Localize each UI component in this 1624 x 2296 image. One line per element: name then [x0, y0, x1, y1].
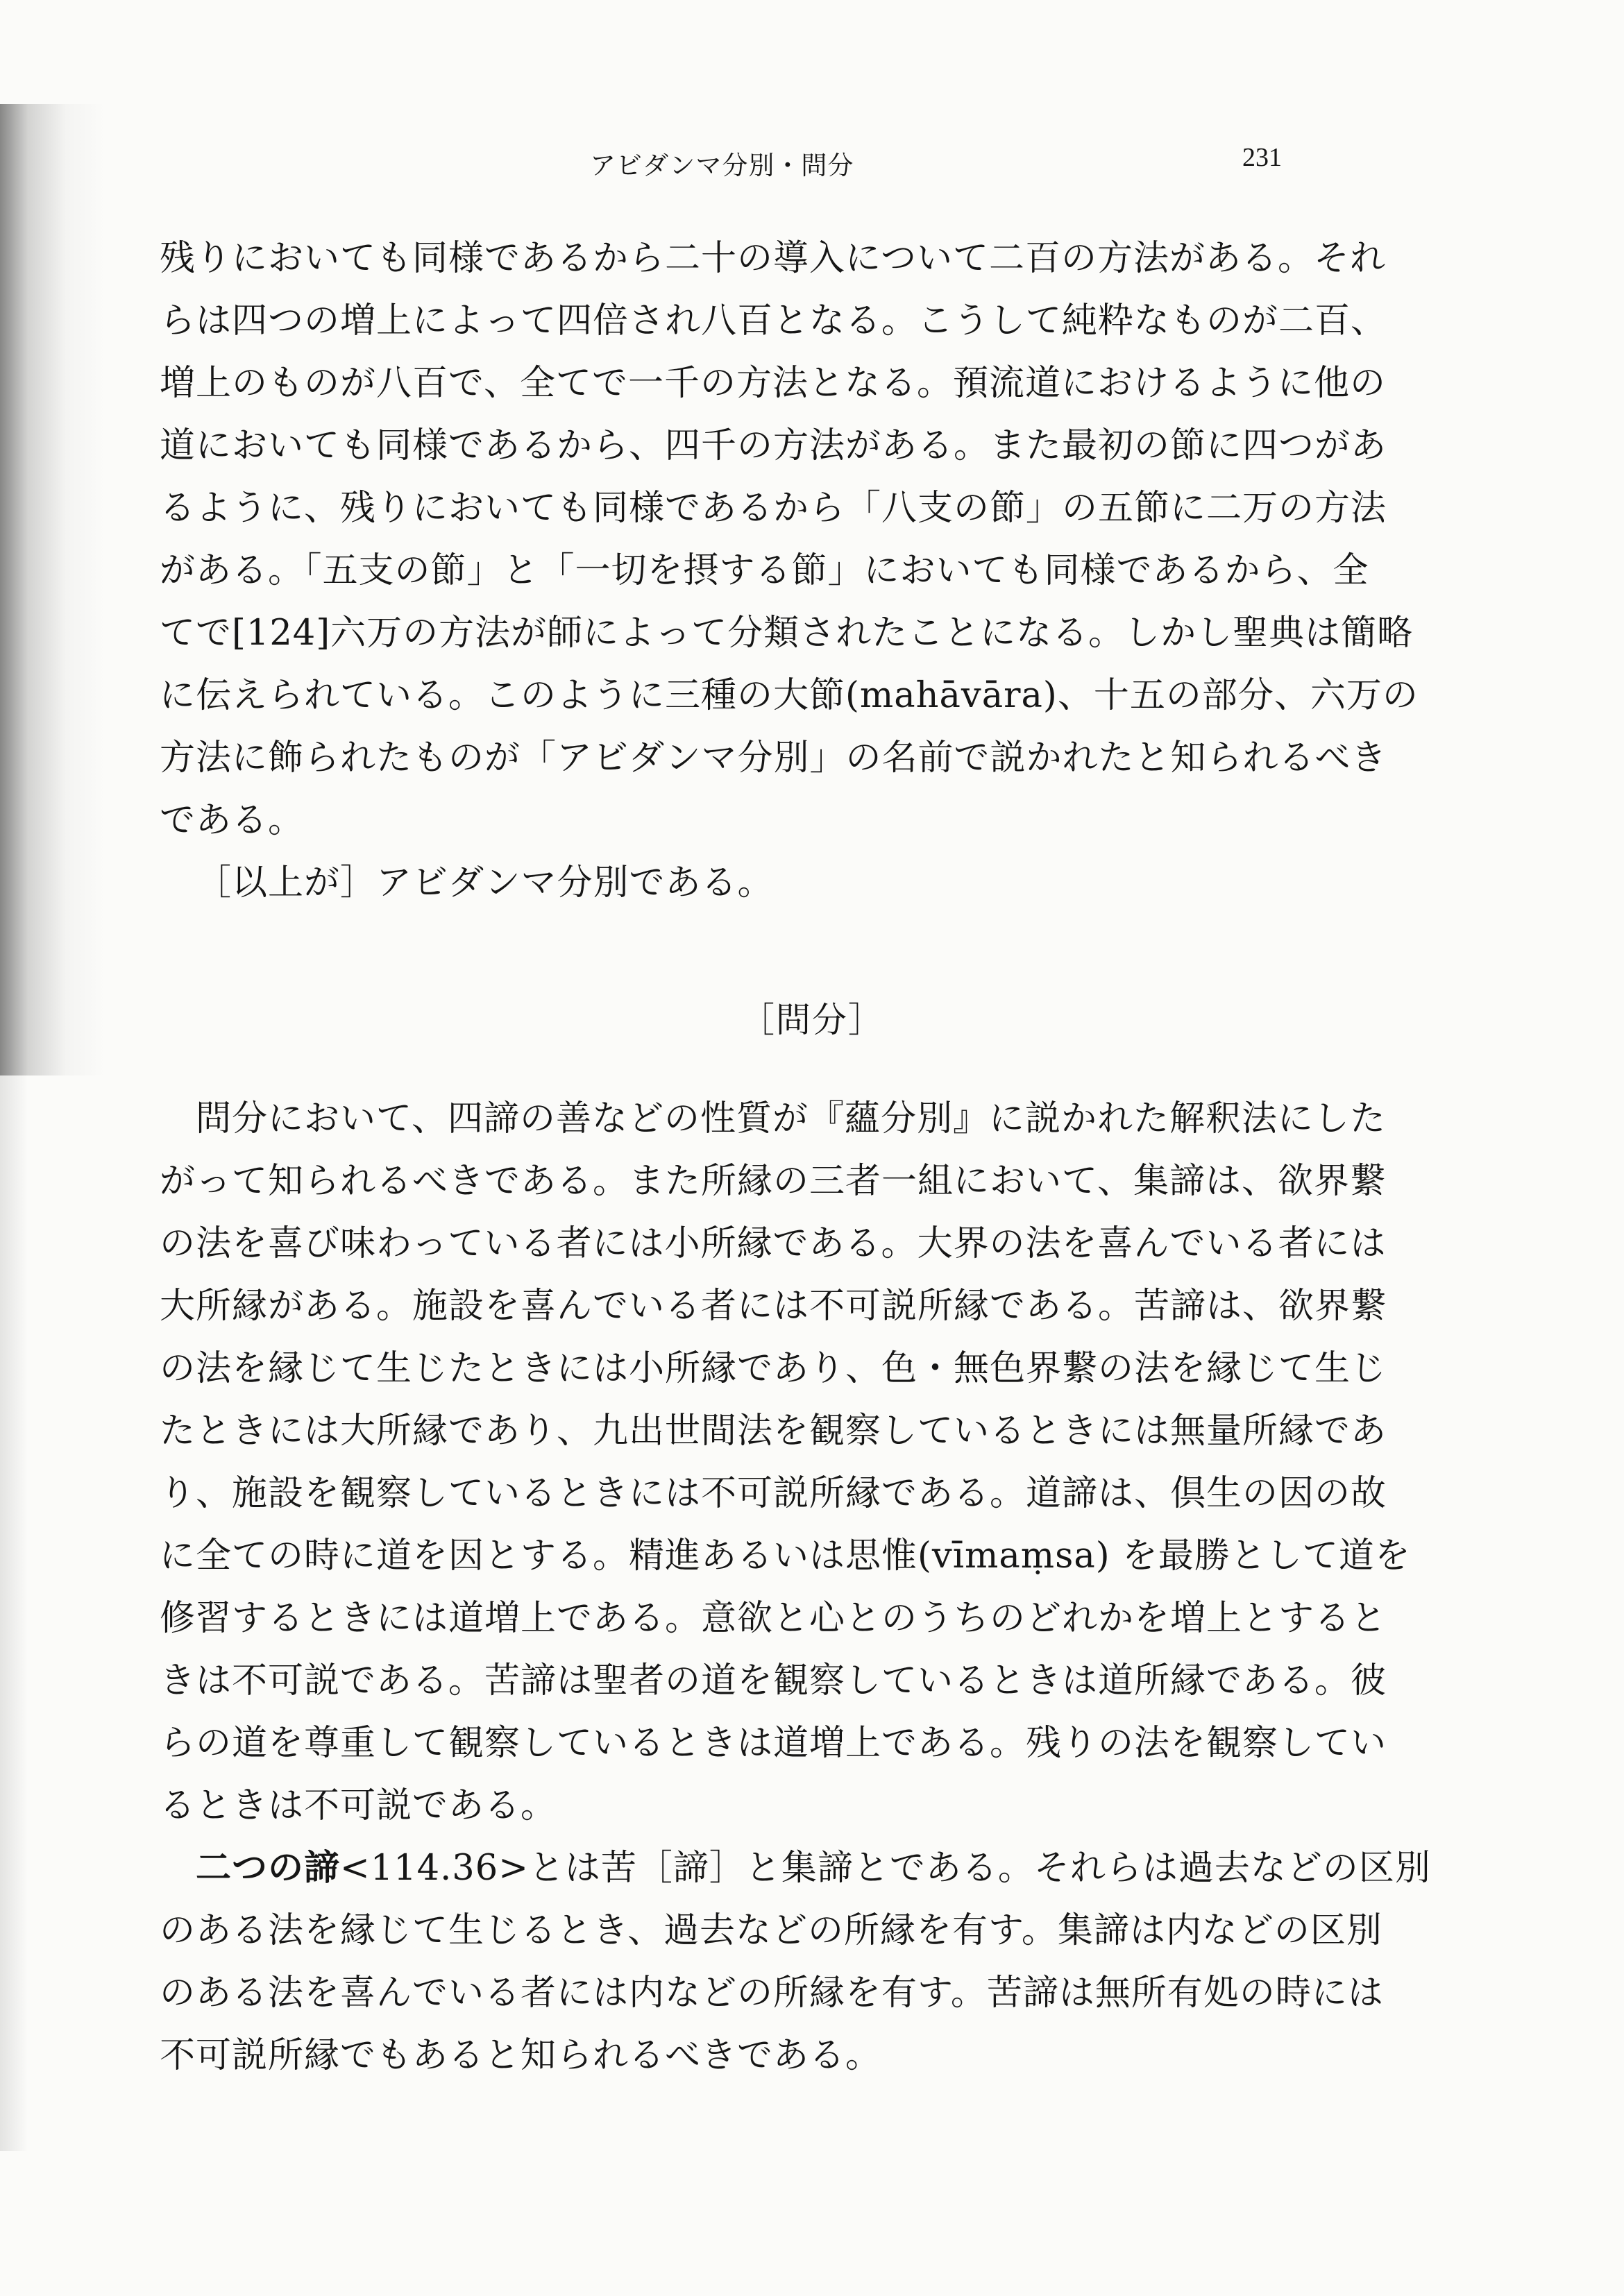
text-line: 方法に飾られたものが「アビダンマ分別」の名前で説かれたと知られるべき — [160, 738, 1387, 779]
text-line: たときには大所縁であり、九出世間法を観察しているときには無量所縁であ — [160, 1411, 1387, 1452]
text-line: きは不可説である。苦諦は聖者の道を観察しているときは道所縁である。彼 — [160, 1660, 1387, 1701]
scan-edge-shadow — [0, 104, 104, 1075]
text-line: に全ての時に道を因とする。精進あるいは思惟(vīmaṃsa) を最勝として道を — [160, 1536, 1411, 1576]
text-line: り、施設を観察しているときには不可説所縁である。道諦は、倶生の因の故 — [160, 1473, 1387, 1514]
text-line: に伝えられている。このように三種の大節(mahāvāra)、十五の部分、六万の — [160, 675, 1419, 716]
text-line: である。 — [160, 800, 305, 841]
bold-term: 二つの諦 — [196, 1848, 341, 1889]
text-line: 大所縁がある。施設を喜んでいる者には不可説所縁である。苦諦は、欲界繋 — [160, 1286, 1387, 1327]
text-line: るときは不可説である。 — [160, 1785, 557, 1826]
text-line: がある。「五支の節」と「一切を摂する節」においても同様であるから、全 — [160, 550, 1369, 591]
text-line: のある法を縁じて生じるとき、過去などの所縁を有す。集諦は内などの区別 — [160, 1910, 1382, 1951]
term-continuation: <114.36>とは苦［諦］と集諦とである。それらは過去などの区別 — [340, 1848, 1431, 1889]
text-line: 増上のものが八百で、全てで一千の方法となる。預流道におけるように他の — [160, 363, 1386, 404]
text-line: 問分において、四諦の善などの性質が『蘊分別』に説かれた解釈法にした — [196, 1098, 1386, 1139]
page-number: 231 — [1242, 143, 1282, 172]
text-line: 不可説所縁でもあると知られるべきである。 — [160, 2035, 882, 2076]
scan-edge-shadow-lower — [0, 1075, 28, 2151]
text-line: の法を縁じて生じたときには小所縁であり、色・無色界繋の法を縁じて生じ — [160, 1348, 1387, 1389]
text-line: 道においても同様であるから、四千の方法がある。また最初の節に四つがあ — [160, 425, 1387, 466]
text-line-closing: ［以上が］アビダンマ分別である。 — [196, 862, 774, 903]
text-line: のある法を喜んでいる者には内などの所縁を有す。苦諦は無所有処の時には — [160, 1973, 1384, 2014]
text-line: の法を喜び味わっている者には小所縁である。大界の法を喜んでいる者には — [160, 1223, 1387, 1264]
text-line: らの道を尊重して観察しているときは道増上である。残りの法を観察してい — [160, 1723, 1387, 1764]
text-line: るように、残りにおいても同様であるから「八支の節」の五節に二万の方法 — [160, 488, 1387, 529]
section-heading: ［問分］ — [740, 1000, 884, 1040]
running-header: アビダンマ分別・問分 — [590, 151, 854, 180]
text-line: てで[124]六万の方法が師によって分類されたことになる。しかし聖典は簡略 — [160, 613, 1414, 654]
text-line: らは四つの増上によって四倍され八百となる。こうして純粋なものが二百、 — [160, 300, 1387, 341]
text-line-term — [196, 1837, 1431, 1900]
text-line: 残りにおいても同様であるから二十の導入について二百の方法がある。それ — [160, 238, 1386, 279]
text-line: 修習するときには道増上である。意欲と心とのうちのどれかを増上とすると — [160, 1598, 1387, 1639]
text-line: がって知られるべきである。また所縁の三者一組において、集諦は、欲界繋 — [160, 1161, 1386, 1202]
